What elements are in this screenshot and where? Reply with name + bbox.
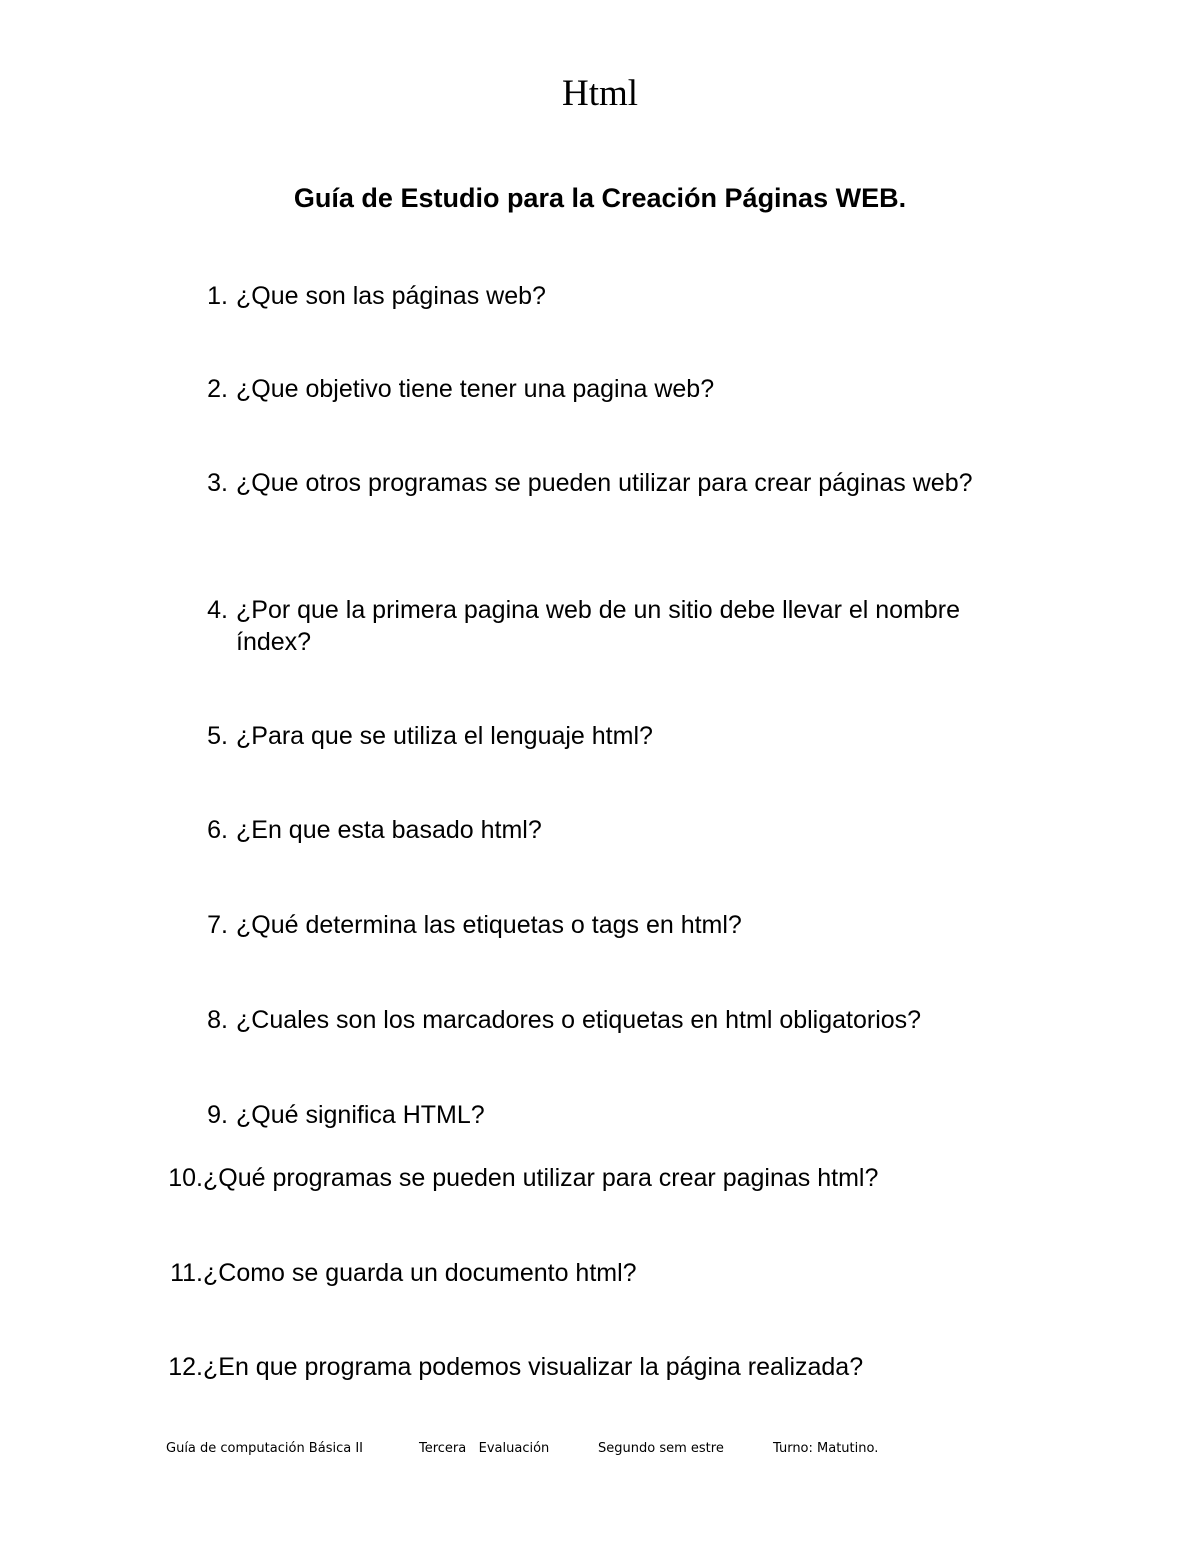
question-number: 10.	[168, 1164, 203, 1192]
document-title: Guía de Estudio para la Creación Páginas WEB.	[293, 183, 907, 213]
question-text: ¿Que otros programas se pueden utilizar para crear páginas web?	[236, 469, 973, 497]
question-number: 1.	[207, 282, 228, 310]
question-number: 7.	[207, 911, 228, 939]
question-text: ¿Que son las páginas web?	[236, 282, 546, 310]
footer-evaluation: Tercera Evaluación	[419, 1441, 550, 1456]
question-text: ¿Para que se utiliza el lenguaje html?	[236, 722, 653, 750]
question-number: 3.	[207, 469, 228, 497]
question-text: ¿En que programa podemos visualizar la página realizada?	[203, 1353, 864, 1381]
question-number: 12.	[168, 1353, 203, 1381]
question-text: ¿En que esta basado html?	[236, 816, 542, 844]
question-number: 9.	[207, 1101, 228, 1129]
page-header: Html	[561, 73, 639, 114]
question-text: ¿Como se guarda un documento html?	[203, 1259, 637, 1287]
question-number: 5.	[207, 722, 228, 750]
question-number: 6.	[207, 816, 228, 844]
question-text: ¿Qué programas se pueden utilizar para crear paginas html?	[203, 1164, 879, 1192]
question-number: 2.	[207, 375, 228, 403]
question-text: ¿Qué significa HTML?	[236, 1101, 485, 1129]
question-text: ¿Por que la primera pagina web de un sitio debe llevar el nombre índex?	[236, 596, 961, 656]
question-number: 8.	[207, 1006, 228, 1034]
footer-semester: Segundo sem estre	[598, 1441, 724, 1456]
question-text: ¿Qué determina las etiquetas o tags en html?	[236, 911, 742, 939]
page-footer	[0, 1439, 1200, 1459]
question-number: 11.	[170, 1259, 203, 1287]
question-text: ¿Cuales son los marcadores o etiquetas en html obligatorios?	[236, 1006, 922, 1034]
question-number: 4.	[207, 596, 228, 624]
footer-shift: Turno: Matutino.	[773, 1441, 879, 1456]
question-text: ¿Que objetivo tiene tener una pagina web?	[236, 375, 715, 403]
footer-course: Guía de computación Básica II	[166, 1441, 363, 1456]
